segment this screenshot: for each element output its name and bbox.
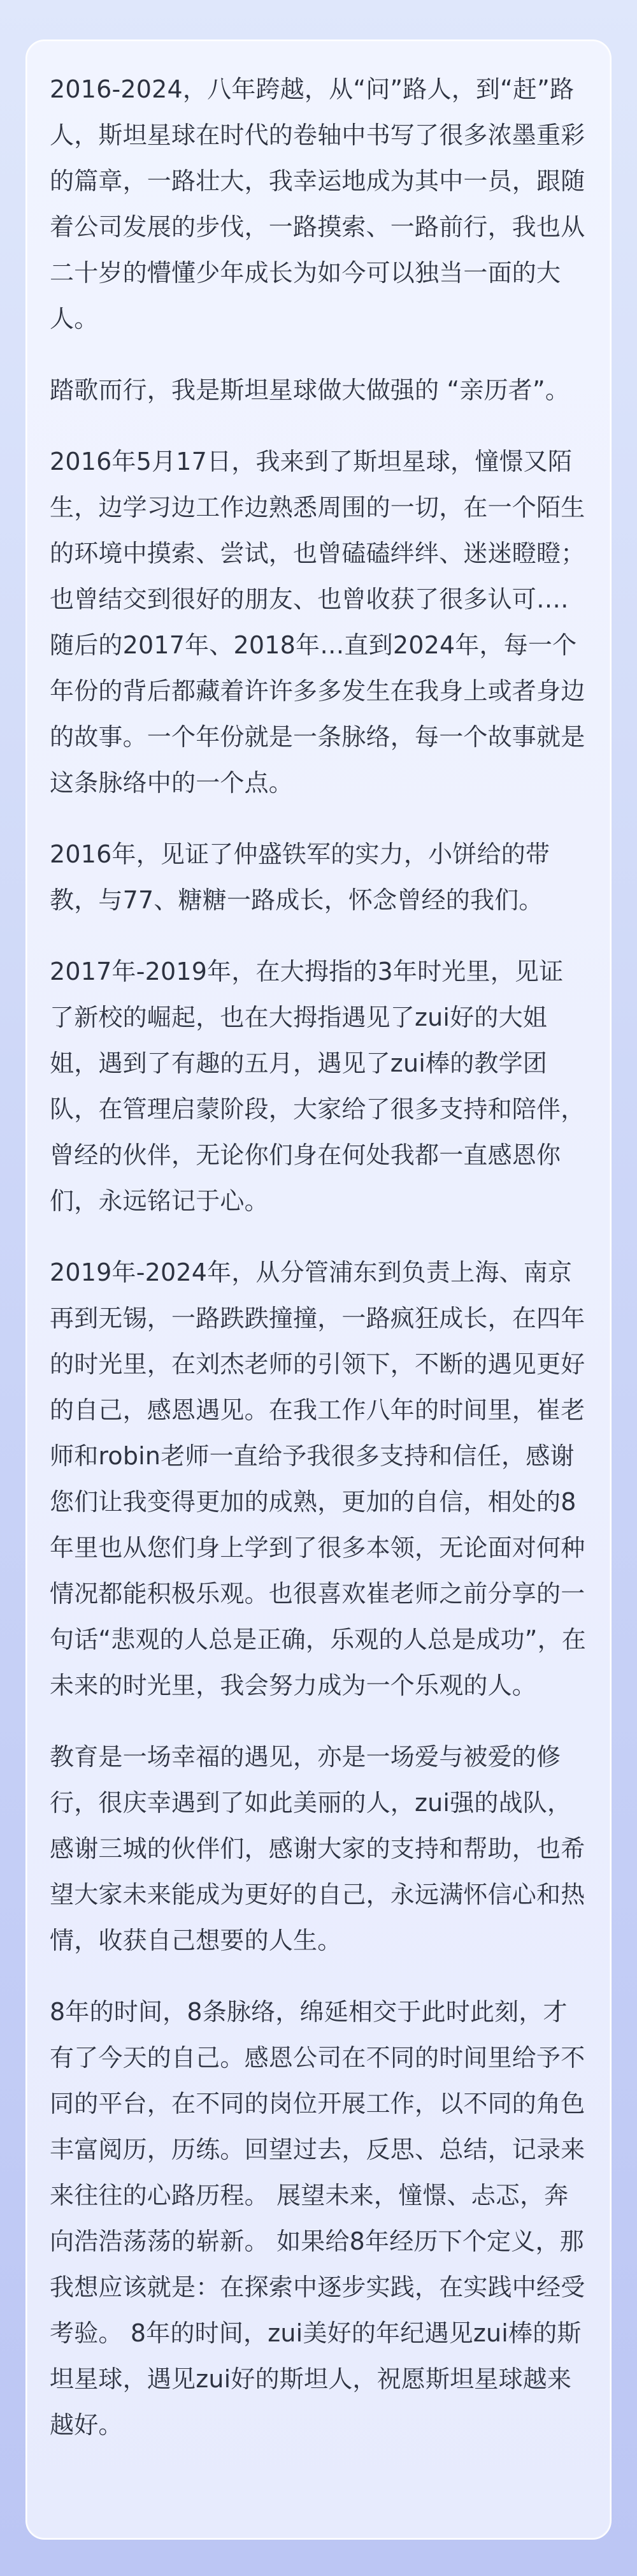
paragraph-3: 2016年5月17日，我来到了斯坦星球，憧憬又陌生，边学习边工作边熟悉周围的一切，在一个陌生的环境中摸索、尝试，也曾磕磕绊绊、迷迷瞪瞪；也曾结交到很好的朋友、也曾收获了很多认可…. 随后的2017年、2018年…直到2024年，每一个年份的背后都藏着许许多多发生在我身上或者身边的故事。一个年份就是一条脉络，每一个故事就是这条脉络中的一个点。	[50, 448, 585, 797]
paragraph-4: 2016年，见证了仲盛铁军的实力，小饼给的带教，与77、糖糖一路成长，怀念曾经的我们。	[50, 840, 550, 914]
article-card	[25, 40, 612, 2540]
paragraph-7: 教育是一场幸福的遇见，亦是一场爱与被爱的修行，很庆幸遇到了如此美丽的人，zui强的战队，感谢三城的伙伴们，感谢大家的支持和帮助，也希望大家未来能成为更好的自己，永远满怀信心和热情，收获自己想要的人生。	[50, 1743, 585, 1954]
paragraph-2: 踏歌而行，我是斯坦星球做大做强的 “亲历者”。	[50, 376, 570, 404]
paragraph-5: 2017年-2019年，在大拇指的3年时光里，见证了新校的崛起，也在大拇指遇见了zui好的大姐姐，遇到了有趣的五月，遇见了zui棒的教学团队，在管理启蒙阶段，大家给了很多支持和陪伴，曾经的伙伴，无论你们身在何处我都一直感恩你们，永远铭记于心。	[50, 957, 585, 1215]
paragraph-8: 8年的时间，8条脉络，绵延相交于此时此刻，才有了今天的自己。感恩公司在不同的时间里给予不同的平台，在不同的岗位开展工作，以不同的角色丰富阅历，历练。回望过去，反思、总结，记录来来往往的心路历程。 展望未来，憧憬、忐忑，奔向浩浩荡荡的崭新。 如果给8年经历下个定义，那我想应该就是：在探索中逐步实践，在实践中经受考验。 8年的时间，zui美好的年纪遇见zui棒的斯坦星球，遇见zui好的斯坦人，祝愿斯坦星球越来越好。	[50, 1998, 585, 2439]
paragraph-1: 2016-2024，八年跨越，从“问”路人，到“赶”路人，斯坦星球在时代的卷轴中书写了很多浓墨重彩的篇章，一路壮大，我幸运地成为其中一员，跟随着公司发展的步伐，一路摸索、一路前行，我也从二十岁的懵懂少年成长为如今可以独当一面的大人。	[50, 75, 585, 333]
paragraph-6: 2019年-2024年，从分管浦东到负责上海、南京再到无锡，一路跌跌撞撞，一路疯狂成长，在四年的时光里，在刘杰老师的引领下，不断的遇见更好的自己，感恩遇见。在我工作八年的时间里，崔老师和robin老师一直给予我很多支持和信任，感谢您们让我变得更加的成熟，更加的自信，相处的8年里也从您们身上学到了很多本领，无论面对何种情况都能积极乐观。也很喜欢崔老师之前分享的一句话“悲观的人总是正确，乐观的人总是成功”，在未来的时光里，我会努力成为一个乐观的人。	[50, 1258, 586, 1699]
